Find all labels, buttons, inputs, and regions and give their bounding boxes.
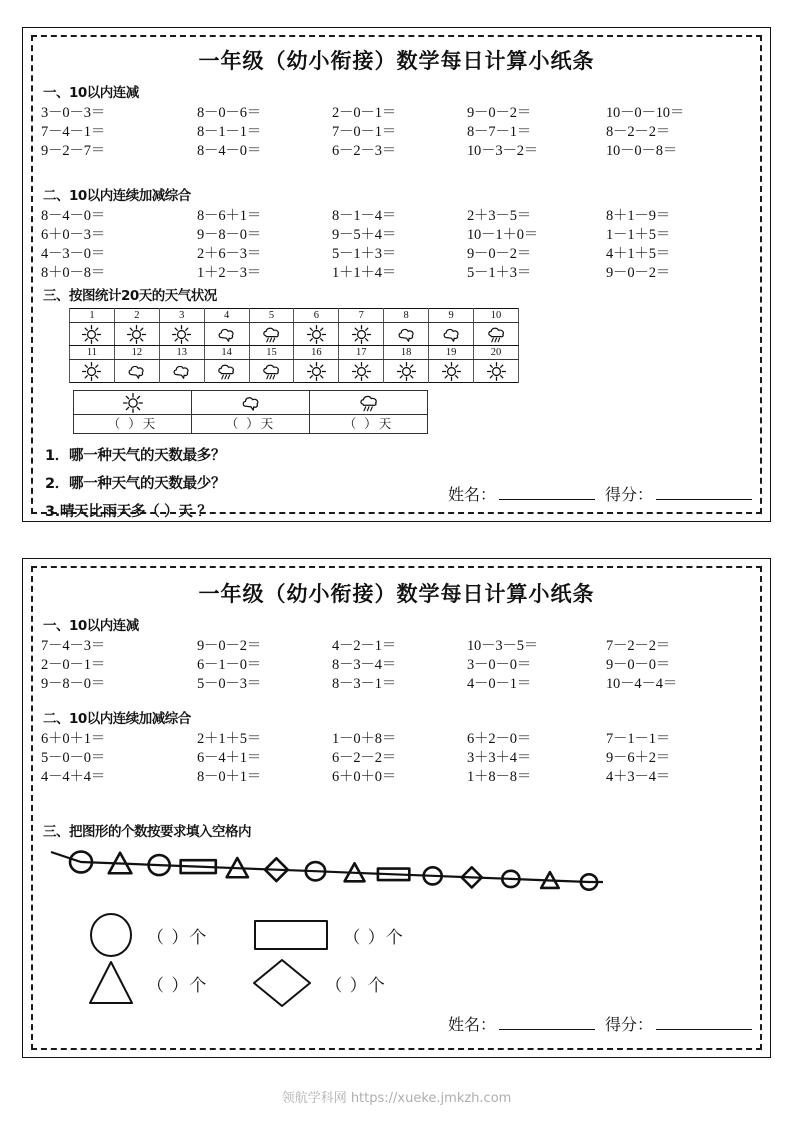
problem: 8－7－1＝ <box>467 124 532 140</box>
day-number: 17 <box>339 346 384 360</box>
problem: 9－0－0＝ <box>606 657 671 673</box>
shape-answer-row <box>85 959 756 1007</box>
problem: 7－0－1＝ <box>332 124 397 140</box>
tally-blank: （ ）天 <box>225 416 276 431</box>
shape-answer-grid <box>85 911 756 1007</box>
problem-row <box>41 635 756 654</box>
problem: 10－1＋0＝ <box>467 227 539 243</box>
cloud-icon <box>384 323 429 346</box>
shape-answer-blank[interactable]: （ ）个 <box>325 975 386 996</box>
shape-answer-blank[interactable]: （ ）个 <box>147 975 208 996</box>
day-number: 16 <box>294 346 339 360</box>
problem: 7－4－3＝ <box>41 638 106 654</box>
problem-grid-1-2 <box>41 205 756 281</box>
problem: 9－8－0＝ <box>41 676 106 692</box>
sun-icon <box>474 360 519 383</box>
problem: 8－1－1＝ <box>197 124 262 140</box>
tally-blank: （ ）天 <box>107 416 158 431</box>
sun-icon <box>339 360 384 383</box>
problem: 6＋0＋1＝ <box>41 731 106 747</box>
problem-row <box>41 673 756 692</box>
day-number: 13 <box>159 346 204 360</box>
tally-icon-row <box>74 391 428 415</box>
day-number: 18 <box>384 346 429 360</box>
section-heading-2-3: 三、把图形的个数按要求填入空格内 <box>43 824 251 840</box>
sun-icon <box>339 323 384 346</box>
tally-answer-cell[interactable] <box>310 415 428 434</box>
day-number: 3 <box>159 309 204 323</box>
name-label: 姓名： <box>447 485 496 504</box>
cloud-icon <box>159 360 204 383</box>
problem: 6－2－2＝ <box>332 750 397 766</box>
score-label: 得分： <box>604 1015 653 1034</box>
problem: 6＋0－3＝ <box>41 227 106 243</box>
score-input-blank[interactable] <box>656 485 752 500</box>
name-score-line-2 <box>448 1012 752 1035</box>
problem: 10－0－10＝ <box>606 105 685 121</box>
problem: 3＋3＋4＝ <box>467 750 532 766</box>
problem: 4－2－1＝ <box>332 638 397 654</box>
score-input-blank[interactable] <box>656 1015 752 1030</box>
problem: 4＋3－4＝ <box>606 769 671 785</box>
shape-answer-blank[interactable]: （ ）个 <box>343 927 404 948</box>
circle-icon <box>85 911 137 959</box>
shape-answer-row <box>85 911 756 959</box>
problem-row <box>41 766 756 785</box>
shape-answer-circle <box>85 911 207 959</box>
worksheet-card-2 <box>22 558 771 1058</box>
problem: 2－0－1＝ <box>41 657 106 673</box>
problem: 6＋0＋0＝ <box>332 769 397 785</box>
question-item: 2．哪一种天气的天数最少？ <box>45 476 226 492</box>
problem: 9－0－2＝ <box>606 265 671 281</box>
problem-grid-2-1 <box>41 635 756 692</box>
shape-answer-rectangle <box>249 911 403 959</box>
day-number: 20 <box>474 346 519 360</box>
problem: 8－6＋1＝ <box>197 208 262 224</box>
page-title-2: 一年级（幼小衔接）数学每日计算小纸条 <box>198 581 595 606</box>
problem: 1－0＋8＝ <box>332 731 397 747</box>
problem: 8＋0－8＝ <box>41 265 106 281</box>
problem: 9－0－2＝ <box>467 105 532 121</box>
triangle-icon <box>85 959 137 1007</box>
name-score-line-1 <box>448 482 752 505</box>
rain-icon <box>204 360 249 383</box>
problem: 6－2－3＝ <box>332 143 397 159</box>
day-number: 11 <box>70 346 115 360</box>
problem: 8－4－0＝ <box>41 208 106 224</box>
problem: 1＋2－3＝ <box>197 265 262 281</box>
weather-icon-row-bottom <box>70 360 519 383</box>
day-number: 8 <box>384 309 429 323</box>
day-number: 4 <box>204 309 249 323</box>
day-number: 2 <box>114 309 159 323</box>
shape-sequence <box>43 846 756 903</box>
day-number: 15 <box>249 346 294 360</box>
day-number: 19 <box>429 346 474 360</box>
sun-icon <box>294 323 339 346</box>
sun-icon <box>159 323 204 346</box>
shape-answer-diamond <box>249 959 385 1007</box>
day-number: 6 <box>294 309 339 323</box>
sun-icon <box>429 360 474 383</box>
weather-day-row-top <box>70 309 519 323</box>
problem: 5－0－0＝ <box>41 750 106 766</box>
problem-grid-1-1 <box>41 102 756 159</box>
problem: 4－0－1＝ <box>467 676 532 692</box>
tally-answer-cell[interactable] <box>74 415 192 434</box>
day-number: 9 <box>429 309 474 323</box>
tally-answer-cell[interactable] <box>192 415 310 434</box>
rain-icon <box>310 391 428 415</box>
problem: 8－3－1＝ <box>332 676 397 692</box>
weather-chart <box>69 308 756 383</box>
day-number: 10 <box>474 309 519 323</box>
sun-icon <box>294 360 339 383</box>
problem-row <box>41 747 756 766</box>
problem: 8－0＋1＝ <box>197 769 262 785</box>
weather-icon-row-top <box>70 323 519 346</box>
problem-row <box>41 121 756 140</box>
problem-row <box>41 140 756 159</box>
problem-row <box>41 224 756 243</box>
problem: 3－0－3＝ <box>41 105 106 121</box>
problem-row <box>41 243 756 262</box>
problem: 7－2－2＝ <box>606 638 671 654</box>
problem: 8－3－4＝ <box>332 657 397 673</box>
problem: 10－3－2＝ <box>467 143 539 159</box>
page-title-1: 一年级（幼小衔接）数学每日计算小纸条 <box>198 48 595 73</box>
problem: 9－5＋4＝ <box>332 227 397 243</box>
section-heading-2-2: 二、10以内连续加减综合 <box>43 711 191 727</box>
problem: 6－4＋1＝ <box>197 750 262 766</box>
question-item: 1．哪一种天气的天数最多？ <box>45 448 226 464</box>
name-input-blank[interactable] <box>499 485 595 500</box>
problem: 3－0－0＝ <box>467 657 532 673</box>
score-label: 得分： <box>604 485 653 504</box>
section-heading-2-1: 一、10以内连减 <box>43 618 139 634</box>
day-number: 5 <box>249 309 294 323</box>
section-heading-1-2: 二、10以内连续加减综合 <box>43 188 191 204</box>
problem: 8－1－4＝ <box>332 208 397 224</box>
problem: 2＋6－3＝ <box>197 246 262 262</box>
problem: 4＋1＋5＝ <box>606 246 671 262</box>
weather-day-row-bottom <box>70 346 519 360</box>
problem: 2＋3－5＝ <box>467 208 532 224</box>
problem: 9－0－2＝ <box>197 638 262 654</box>
problem: 2＋1＋5＝ <box>197 731 262 747</box>
problem: 10－3－5＝ <box>467 638 539 654</box>
problem-row <box>41 262 756 281</box>
problem-row <box>41 654 756 673</box>
problem: 1－1＋5＝ <box>606 227 671 243</box>
shape-answer-blank[interactable]: （ ）个 <box>147 927 208 948</box>
problem: 7－4－1＝ <box>41 124 106 140</box>
rain-icon <box>249 323 294 346</box>
rain-icon <box>249 360 294 383</box>
cloud-icon <box>204 323 249 346</box>
problem: 9－6＋2＝ <box>606 750 671 766</box>
cloud-icon <box>192 391 310 415</box>
name-label: 姓名： <box>447 1015 496 1034</box>
tally-answer-row <box>74 415 428 434</box>
day-number: 12 <box>114 346 159 360</box>
problem: 9－0－2＝ <box>467 246 532 262</box>
day-number: 1 <box>70 309 115 323</box>
weather-tally-table <box>73 390 756 434</box>
problem-grid-2-2 <box>41 728 756 785</box>
day-number: 14 <box>204 346 249 360</box>
problem: 4－4＋4＝ <box>41 769 106 785</box>
problem: 9－2－7＝ <box>41 143 106 159</box>
problem: 6＋2－0＝ <box>467 731 532 747</box>
problem-row <box>41 102 756 121</box>
problem: 10－0－8＝ <box>606 143 678 159</box>
day-number: 7 <box>339 309 384 323</box>
rectangle-icon <box>249 911 333 959</box>
name-input-blank[interactable] <box>499 1015 595 1030</box>
site-watermark: 领航学科网 https://xueke.jmkzh.com <box>281 1091 512 1106</box>
sun-icon <box>74 391 192 415</box>
worksheet-card-1 <box>22 27 771 522</box>
rain-icon <box>474 323 519 346</box>
sun-icon <box>384 360 429 383</box>
sun-icon <box>70 360 115 383</box>
diamond-icon <box>249 959 315 1007</box>
problem: 8－0－6＝ <box>197 105 262 121</box>
problem: 8－4－0＝ <box>197 143 262 159</box>
problem: 2－0－1＝ <box>332 105 397 121</box>
sun-icon <box>70 323 115 346</box>
problem: 10－4－4＝ <box>606 676 678 692</box>
shape-answer-triangle <box>85 959 207 1007</box>
problem: 1＋1＋4＝ <box>332 265 397 281</box>
cloud-icon <box>429 323 474 346</box>
problem: 5－0－3＝ <box>197 676 262 692</box>
cloud-icon <box>114 360 159 383</box>
section-heading-1-1: 一、10以内连减 <box>43 85 139 101</box>
problem: 5－1＋3＝ <box>332 246 397 262</box>
problem: 9－8－0＝ <box>197 227 262 243</box>
problem: 6－1－0＝ <box>197 657 262 673</box>
sun-icon <box>114 323 159 346</box>
problem: 1＋8－8＝ <box>467 769 532 785</box>
problem: 4－3－0＝ <box>41 246 106 262</box>
problem: 5－1＋3＝ <box>467 265 532 281</box>
section-heading-1-3: 三、按图统计20天的天气状况 <box>43 288 217 304</box>
problem-row <box>41 205 756 224</box>
tally-blank: （ ）天 <box>343 416 394 431</box>
problem: 8－2－2＝ <box>606 124 671 140</box>
question-item: 3.晴天比雨天多（ ）天 ？ <box>45 504 212 520</box>
problem-row <box>41 728 756 747</box>
problem: 8＋1－9＝ <box>606 208 671 224</box>
problem: 7－1－1＝ <box>606 731 671 747</box>
